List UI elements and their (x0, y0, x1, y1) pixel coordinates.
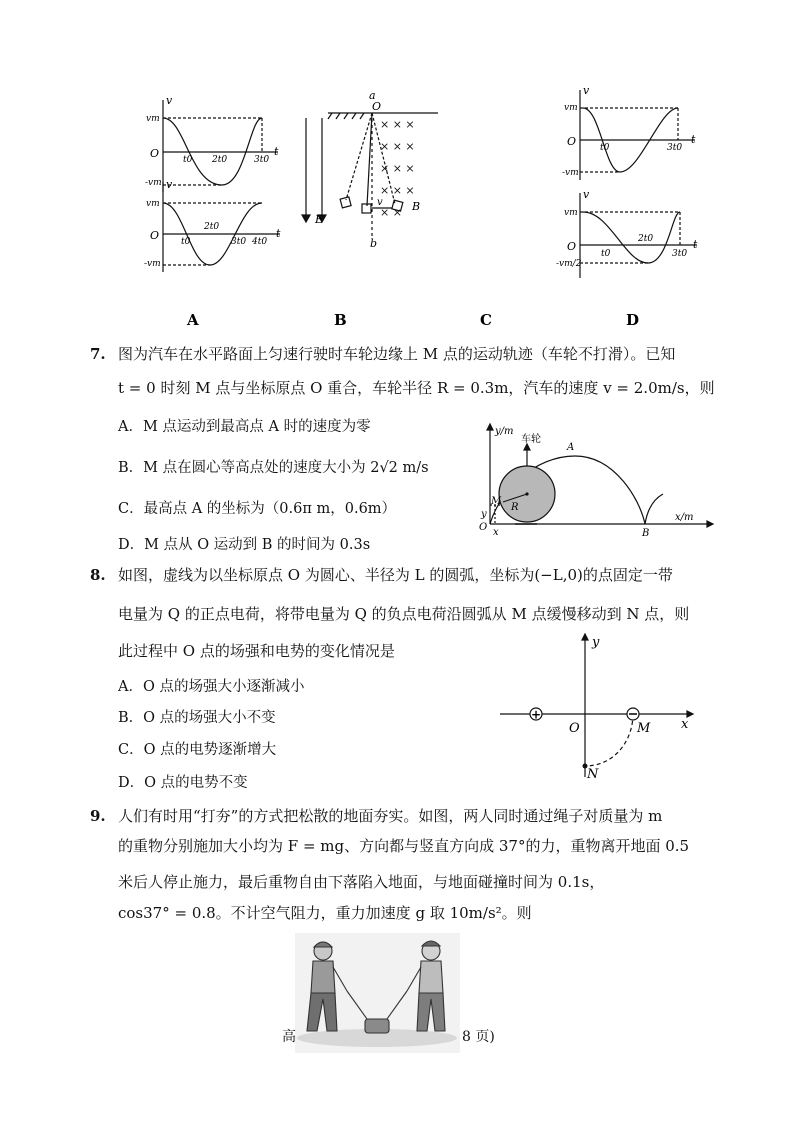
heavy-weight (365, 1019, 389, 1033)
q8-stem-line3: 此过程中 O 点的场强和电势的变化情况是 (118, 642, 395, 660)
q7-fig-wheel: 车轮 (521, 434, 541, 445)
figure-label-b: B (334, 311, 347, 329)
q7-trajectory-figure (475, 420, 715, 540)
figure-a-bottom-graph (163, 182, 280, 272)
fig-a-top-v: v (166, 94, 173, 107)
q8-charge-figure (495, 632, 705, 782)
fig-d-vm: vm (564, 208, 578, 218)
fig-d-t2: 2t0 (638, 234, 654, 244)
q8-option-c[interactable]: C．O 点的电势逐渐增大 (118, 742, 277, 758)
q7-fig-O: O (479, 522, 488, 533)
q8-number: 8. (90, 566, 106, 584)
q8-fig-N: N (587, 767, 599, 782)
figure-a-top-graph (163, 100, 278, 192)
svg-text:× × ×: × × × (380, 140, 415, 153)
figure-label-d: D (626, 311, 640, 329)
fig-a-top-t: t (274, 145, 279, 158)
q7-option-b[interactable]: B．M 点在圆心等高点处的速度大小为 2√2 m/s (118, 460, 429, 476)
fig-a-top-vm: vm (146, 114, 160, 124)
fig-d-o: O (567, 240, 577, 253)
q8-option-a[interactable]: A．O 点的场强大小逐渐减小 (118, 679, 305, 695)
fig-a-bot-vm: vm (146, 199, 160, 209)
svg-text:× × ×: × × × (380, 162, 415, 175)
q8-stem-line1: 如图，虚线为以坐标原点 O 为圆心、半径为 L 的圆弧，坐标为(−L,0)的点固定一带 (118, 566, 673, 584)
q7-option-a[interactable]: A．M 点运动到最高点 A 时的速度为零 (118, 419, 371, 435)
positive-charge-sign: + (531, 707, 542, 722)
fig-a-bot-t2: 2t0 (204, 222, 220, 232)
fig-b-o: O (372, 100, 382, 113)
fig-d-t: t (693, 238, 698, 251)
q8-fig-O: O (569, 721, 580, 736)
fig-b-v: v (377, 197, 383, 208)
fig-a-bot-o: O (150, 229, 160, 242)
fig-d-neghalf: -vm/2 (556, 259, 582, 269)
fig-d-t0: t0 (601, 249, 611, 259)
fig-a-top-t0: t0 (183, 155, 193, 165)
footer-right: 8 页) (462, 1029, 495, 1045)
fig-a-bot-t0: t0 (181, 237, 191, 247)
q8-fig-y: y (592, 635, 600, 650)
fig-b-a: a (369, 89, 376, 102)
fig-a-bot-t4: 4t0 (252, 237, 268, 247)
top-figures (0, 80, 794, 340)
fig-a-top-t3: 3t0 (254, 155, 270, 165)
q7-stem-line1: 图为汽车在水平路面上匀速行驶时车轮边缘上 M 点的运动轨迹（车轮不打滑）。已知 (118, 345, 676, 363)
svg-text:× ×: × × (380, 206, 402, 219)
svg-text:× × ×: × × × (380, 184, 415, 197)
q7-fig-x: x/m (675, 512, 694, 523)
svg-text:× × ×: × × × (380, 118, 415, 131)
fig-c-negvm: -vm (562, 168, 579, 178)
q9-number: 9. (90, 807, 106, 825)
q8-option-b[interactable]: B．O 点的场强大小不变 (118, 710, 276, 726)
q7-fig-y: y/m (495, 426, 514, 437)
fig-c-t3: 3t0 (667, 143, 683, 153)
footer-left: 高 (282, 1029, 296, 1045)
fig-a-bot-negvm: -vm (144, 259, 161, 269)
q7-fig-xsmall: x (493, 527, 499, 538)
q9-stem-line4: cos37° = 0.8。不计空气阻力，重力加速度 g 取 10m/s²。则 (118, 904, 532, 922)
fig-c-o: O (567, 135, 577, 148)
fig-d-v: v (583, 188, 590, 201)
fig-b-e: E (315, 213, 324, 226)
q8-fig-M: M (637, 721, 651, 736)
q7-fig-M: M (491, 496, 502, 507)
q9-stem-line2: 的重物分别施加大小均为 F = mg、方向都与竖直方向成 37°的力，重物离开地面 0.5 (118, 837, 690, 855)
magnetic-field-crosses (380, 118, 415, 219)
fig-a-bot-t: t (276, 227, 281, 240)
q8-stem-line2: 电量为 Q 的正点电荷，将带电量为 Q 的负点电荷沿圆弧从 M 点缓慢移动到 N 点，则 (118, 605, 690, 623)
q7-fig-R: R (511, 502, 519, 513)
q8-fig-x: x (681, 717, 689, 732)
q9-stem-line3: 米后人停止施力，最后重物自由下落陷入地面，与地面碰撞时间为 0.1s， (118, 873, 605, 891)
q7-option-d[interactable]: D．M 点从 O 运动到 B 的时间为 0.3s (118, 537, 371, 553)
fig-a-top-negvm: -vm (145, 178, 162, 188)
fig-a-bot-t3: 3t0 (231, 237, 247, 247)
q7-option-c[interactable]: C．最高点 A 的坐标为（0.6π m，0.6m） (118, 501, 397, 517)
q7-number: 7. (90, 345, 106, 363)
fig-a-top-t2: 2t0 (212, 155, 228, 165)
fig-c-t: t (691, 133, 696, 146)
q7-fig-B: B (642, 528, 650, 539)
q8-option-d[interactable]: D．O 点的电势不变 (118, 775, 248, 791)
q7-fig-ysmall: y (481, 509, 487, 520)
q9-stem-line1: 人们有时用“打夯”的方式把松散的地面夯实。如图，两人同时通过绳子对质量为 m (118, 807, 663, 825)
fig-d-t3: 3t0 (672, 249, 688, 259)
q9-tamping-illustration (295, 933, 460, 1053)
figure-label-a: A (187, 311, 199, 329)
fig-b-b: b (370, 237, 378, 250)
fig-a-top-o: O (150, 147, 160, 160)
figure-label-c: C (480, 311, 492, 329)
fig-b-B: B (412, 200, 421, 213)
fig-c-vm: vm (564, 103, 578, 113)
q7-stem-line2: t = 0 时刻 M 点与坐标原点 O 重合，车轮半径 R = 0.3m，汽车的速度 v = 2.0m/s，则 (118, 379, 715, 397)
fig-c-v: v (583, 84, 590, 97)
figure-c-graph (580, 90, 695, 180)
fig-a-bot-v: v (166, 178, 173, 191)
q7-fig-A: A (567, 442, 575, 453)
fig-c-t0: t0 (600, 143, 610, 153)
